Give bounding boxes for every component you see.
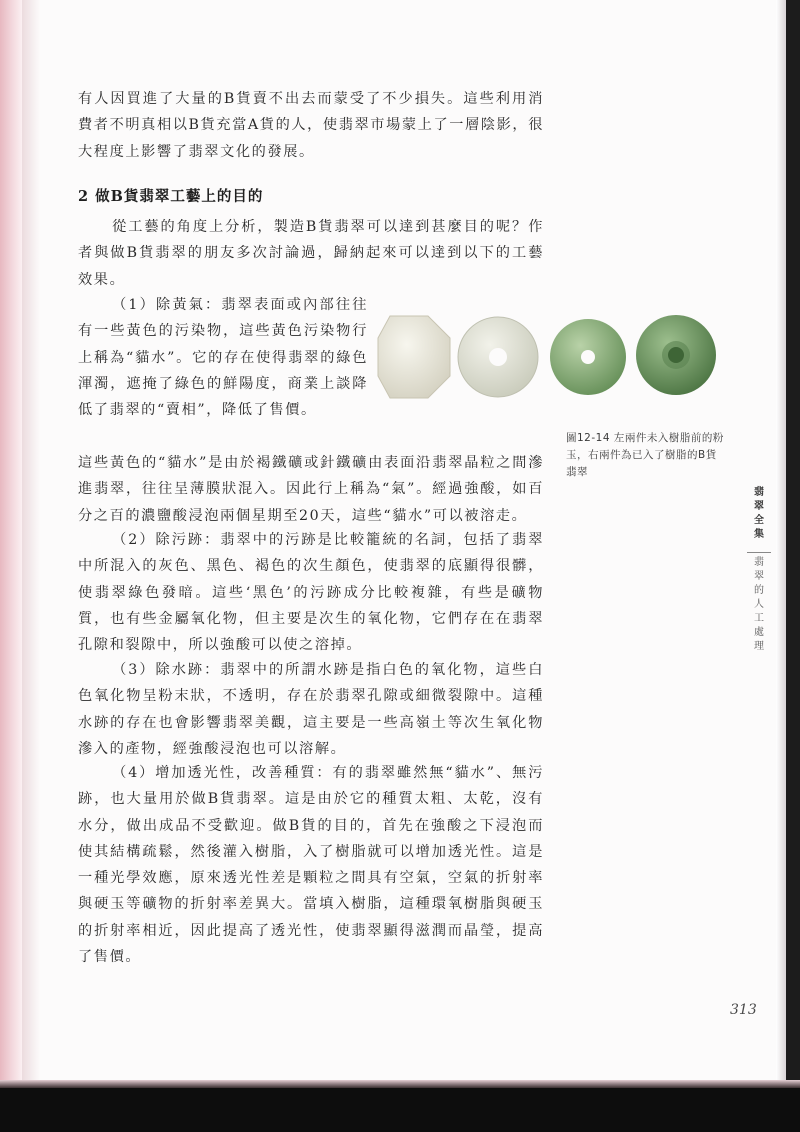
page-edge <box>776 0 786 1132</box>
chapter-title-vertical: 翡翠的人工處理 <box>754 557 764 652</box>
body-text-block <box>78 292 368 423</box>
jade-photo-figure <box>376 312 724 400</box>
paragraph-increase-translucency: （4）增加透光性，改善種質：有的翡翠雖然無“貓水”、無污跡，也大量用於做B貨翡翠。這是由於它的種質太粗、太乾，沒有水分，做出成品不受歡迎。做B貨的目的，首先在強酸之下浸泡而使其結構疏鬆，然後灌入樹脂，入了樹脂就可以增加透光性。這是一種光學效應，原來透光性差是顆粒之間具有空氣，空氣的折射率與硬玉等礦物的折射率差異大。當填入樹脂，這種環氧樹脂與硬玉的折射率相近，因此提高了透光性，使翡翠顯得滋潤而晶瑩，提高了售價。 <box>78 765 544 966</box>
body-text-block <box>78 86 544 165</box>
paragraph-purpose: 從工藝的角度上分析，製造B貨翡翠可以達到甚麼目的呢？作者與做B貨翡翠的朋友多次討論過，歸納起來可以達到以下的工藝效果。 <box>78 219 544 288</box>
book-bottom-edge <box>0 1080 800 1088</box>
dark-green-disc-jade <box>636 315 716 395</box>
body-text-block <box>78 657 544 762</box>
green-disc-jade <box>550 319 626 395</box>
paragraph-remove-yellow-cont: 這些黃色的“貓水”是由於褐鐵礦或針鐵礦由表面沿翡翠晶粒之間滲進翡翠，往往呈薄膜狀混入。因此行上稱為“氣”。經過強酸，如百分之百的濃鹽酸浸泡兩個星期至20天，這些“貓水”可以被溶走。 <box>78 455 544 524</box>
octagon-jade-piece <box>378 316 450 398</box>
paragraph-intro: 有人因買進了大量的B貨賣不出去而蒙受了不少損失。這些利用消費者不明真相以B貨充當A貨的人，使翡翠市場蒙上了一層陰影，很大程度上影響了翡翠文化的發展。 <box>78 91 544 160</box>
body-text-block <box>78 760 544 970</box>
gutter-shadow <box>22 0 40 1132</box>
figure-caption: 圖12-14 左兩件未入樹脂前的粉玉，右兩件為已入了樹脂的B貨翡翠 <box>566 432 724 478</box>
scan-border-bottom <box>0 1088 800 1132</box>
paragraph-remove-yellow: （1）除黃氣：翡翠表面或內部往往有一些黃色的污染物，這些黃色污染物行上稱為“貓水”。它的存在使得翡翠的綠色渾濁，遮掩了綠色的鮮陽度，商業上談降低了翡翠的“賣相”，降低了售價。 <box>78 297 368 419</box>
book-binding-edge <box>0 0 22 1132</box>
sidebar-divider <box>747 552 771 553</box>
body-text-block <box>78 450 544 529</box>
paragraph-remove-water-marks: （3）除水跡：翡翠中的所謂水跡是指白色的氧化物，這些白色氧化物呈粉末狀，不透明，存在於翡翠孔隙或細微裂隙中。這種水跡的存在也會影響翡翠美觀，這主要是一些高嶺土等次生氧化物滲入的產物，經強酸浸泡也可以溶解。 <box>78 662 544 757</box>
scan-border-right <box>786 0 800 1132</box>
body-text-block <box>78 214 544 293</box>
section-heading: 2 做B貨翡翠工藝上的目的 <box>78 188 264 205</box>
book-title-vertical: 翡翠全集 <box>754 487 764 540</box>
body-text-block <box>78 527 544 658</box>
page-number: 313 <box>730 1002 757 1018</box>
paragraph-remove-stains: （2）除污跡：翡翠中的污跡是比較籠統的名詞，包括了翡翠中所混入的灰色、黑色、褐色的次生顏色，使翡翠的底顯得很髒，使翡翠綠色發暗。這些‘黑色’的污跡成分比較複雜，有些是礦物質，也有些金屬氧化物，但主要是次生的氧化物，它們存在在翡翠孔隙和裂隙中，所以強酸可以使之溶掉。 <box>78 532 544 654</box>
white-disc-jade <box>458 317 538 397</box>
